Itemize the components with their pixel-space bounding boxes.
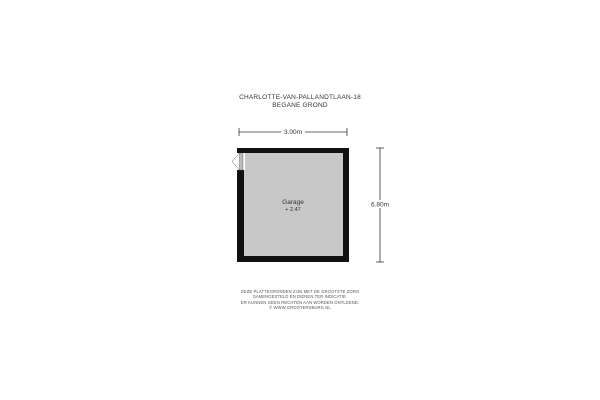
door-panel <box>240 153 244 170</box>
address-label: CHARLOTTE-VAN-PALLANDTLAAN-18 <box>239 94 361 101</box>
depth-dimension <box>368 148 392 262</box>
floor-label: BEGANE GROND <box>272 101 328 109</box>
disclaimer <box>215 289 385 311</box>
garage-room <box>232 148 349 262</box>
disclaimer-line-1: DEZE PLATTEGRONDEN ZIJN MET DE GROOTSTE ZORG <box>240 289 360 294</box>
disclaimer-line-4: © WWW.GROOTERSBURG.NL <box>269 305 331 311</box>
room-level-label: + 2.47 <box>285 207 301 213</box>
width-dimension <box>239 128 347 137</box>
width-dimension-label: 3.00m <box>283 129 303 136</box>
depth-dimension-label: 6.80m <box>370 201 390 209</box>
disclaimer-line-2: SAMENGESTELD EN DIENEN TER INDICATIE. <box>252 294 348 300</box>
disclaimer-line-3: ER KUNNEN GEEN RECHTEN AAN WORDEN ONTLEEND. <box>240 299 360 305</box>
room-name-label: Garage <box>282 199 304 206</box>
